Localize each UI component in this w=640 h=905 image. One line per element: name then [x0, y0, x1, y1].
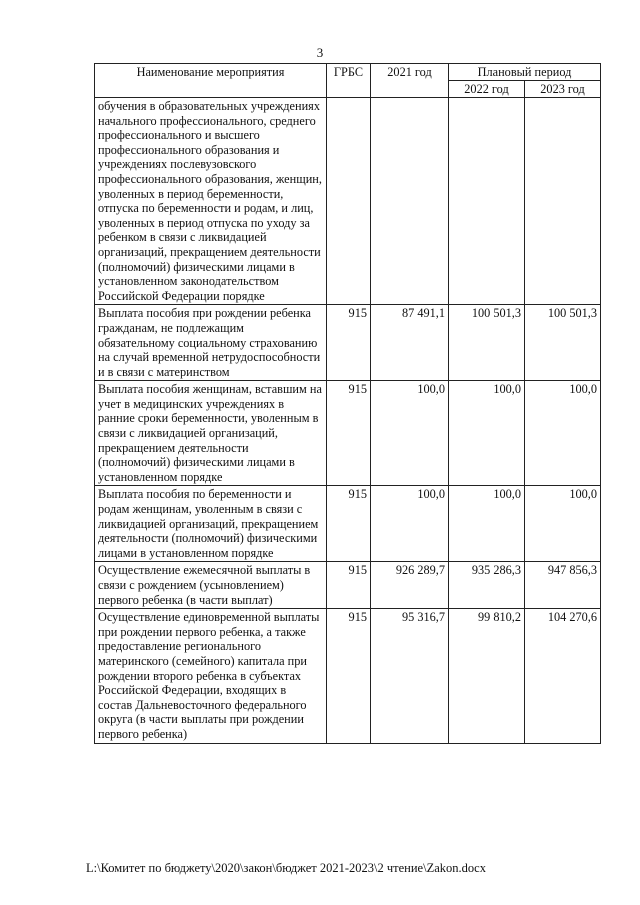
table-row: [95, 305, 601, 381]
header-row-1: [95, 64, 601, 81]
row-2023: 100 501,3: [525, 305, 601, 381]
row-2023: 947 856,3: [525, 562, 601, 609]
row-2022: 935 286,3: [449, 562, 525, 609]
row-grbs: [327, 98, 371, 305]
row-name: Осуществление единовременной выплаты при рождении первого ребенка, а также предоставление регионального материнского (семейного) капитала при рождении второго ребенка в субъектах Российской Федерации, входящих в состав Дальневосточного федерального округа (в части выплаты при рождении первого ребенка): [95, 609, 327, 743]
row-2022: 99 810,2: [449, 609, 525, 743]
row-name: Выплата пособия при рождении ребенка гражданам, не подлежащим обязательному социальному страхованию на случай временной нетрудоспособности и в связи с материнством: [95, 305, 327, 381]
row-grbs: 915: [327, 305, 371, 381]
header-name: Наименование мероприятия: [95, 64, 327, 98]
row-2023: 100,0: [525, 381, 601, 486]
row-2021: 87 491,1: [371, 305, 449, 381]
row-2022: 100,0: [449, 486, 525, 562]
row-grbs: 915: [327, 562, 371, 609]
table-row: [95, 609, 601, 743]
header-2021: 2021 год: [371, 64, 449, 98]
table-row: [95, 486, 601, 562]
footer-file-path: L:\Комитет по бюджету\2020\закон\бюджет 2021-2023\2 чтение\Zakon.docx: [86, 861, 486, 875]
header-2022: 2022 год: [449, 81, 525, 98]
row-name: Осуществление ежемесячной выплаты в связи с рождением (усыновлением) первого ребенка (в части выплат): [95, 562, 327, 609]
row-2021: 926 289,7: [371, 562, 449, 609]
row-2022: [449, 98, 525, 305]
row-2021: 95 316,7: [371, 609, 449, 743]
row-grbs: 915: [327, 486, 371, 562]
row-2022: 100,0: [449, 381, 525, 486]
table-row: [95, 562, 601, 609]
page-number: 3: [316, 45, 324, 60]
row-2021: [371, 98, 449, 305]
header-grbs: ГРБС: [327, 64, 371, 98]
row-name: Выплата пособия женщинам, вставшим на учет в медицинских учреждениях в ранние сроки беременности, уволенным в связи с ликвидацией организаций, прекращением деятельности (полномочий) физическими лицами в установленном порядке: [95, 381, 327, 486]
row-2023: 104 270,6: [525, 609, 601, 743]
header-2023: 2023 год: [525, 81, 601, 98]
budget-table: [94, 63, 601, 744]
row-2021: 100,0: [371, 381, 449, 486]
row-grbs: 915: [327, 609, 371, 743]
row-2022: 100 501,3: [449, 305, 525, 381]
row-2021: 100,0: [371, 486, 449, 562]
table-row: [95, 381, 601, 486]
row-2023: [525, 98, 601, 305]
table-row: [95, 98, 601, 305]
row-2023: 100,0: [525, 486, 601, 562]
row-name: Выплата пособия по беременности и родам женщинам, уволенным в связи с ликвидацией организаций, прекращением деятельности (полномочий) физическими лицами в установленном порядке: [95, 486, 327, 562]
row-name: обучения в образовательных учреждениях начального профессионального, среднего профессионального и высшего профессионального образования и учреждениях послевузовского профессионального образования, женщин, уволенных в период беременности, отпуска по беременности и родам, и лиц, уволенных в период отпуска по уходу за ребенком в связи с ликвидацией организаций, прекращением деятельности (полномочий) физическими лицами в установленном законодательством Российской Федерации порядке: [95, 98, 327, 305]
row-grbs: 915: [327, 381, 371, 486]
header-planned-period: Плановый период: [449, 64, 601, 81]
